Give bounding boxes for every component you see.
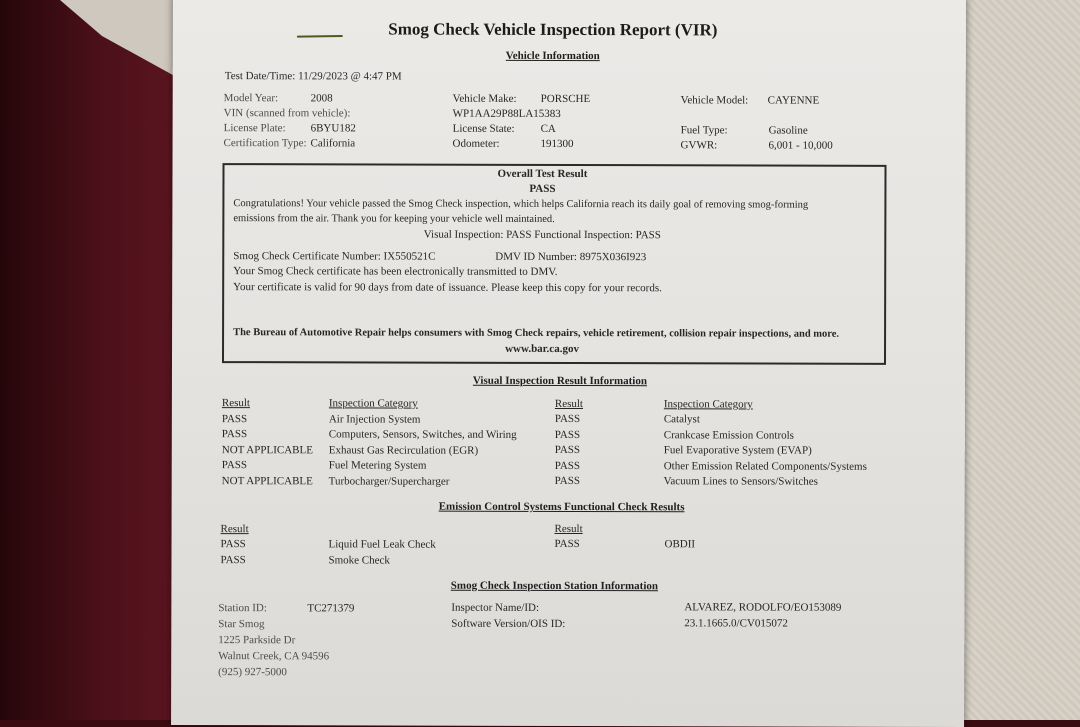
functional-left-result: PASS xyxy=(220,554,246,567)
model-year-value: 2008 xyxy=(310,92,333,105)
overall-result-heading: Overall Test Result xyxy=(497,167,588,181)
inspector-label: Inspector Name/ID: xyxy=(451,601,540,614)
station-address-line1: 1225 Parkside Dr xyxy=(218,634,296,647)
license-state-value: CA xyxy=(540,122,556,135)
inspection-summary: Visual Inspection: PASS Functional Inspection: PASS xyxy=(423,228,661,242)
station-id-label: Station ID: xyxy=(218,602,267,615)
software-label: Software Version/OIS ID: xyxy=(451,617,566,630)
overall-result-value: PASS xyxy=(529,182,556,195)
functional-result-header-left: Result xyxy=(220,523,249,536)
fuel-type-label: Fuel Type: xyxy=(680,124,728,137)
visual-left-category: Turbocharger/Supercharger xyxy=(328,475,450,488)
cert-type-label: Certification Type: xyxy=(223,137,307,150)
functional-left-category: Smoke Check xyxy=(328,554,390,567)
report-title: Smog Check Vehicle Inspection Report (VIR) xyxy=(388,19,718,40)
station-info-heading: Smog Check Inspection Station Information xyxy=(450,579,659,593)
functional-right-category: OBDII xyxy=(664,538,696,551)
bar-url: www.bar.ca.gov xyxy=(505,342,579,356)
visual-left-result: PASS xyxy=(221,413,248,426)
visual-left-result: PASS xyxy=(221,428,248,441)
functional-left-result: PASS xyxy=(220,538,246,551)
visual-right-category: Fuel Evaporative System (EVAP) xyxy=(663,444,812,457)
vehicle-model-value: CAYENNE xyxy=(767,94,820,107)
congrats-text-line1: Congratulations! Your vehicle passed the Smog Check inspection, which helps California reach its daily goal of removing smog-forming xyxy=(233,198,809,211)
fuel-type-value: Gasoline xyxy=(768,124,808,137)
visual-right-result: PASS xyxy=(554,459,581,473)
vehicle-model-label: Vehicle Model: xyxy=(680,94,749,107)
visual-result-header-left: Result xyxy=(221,397,251,410)
vir-document-page xyxy=(171,0,966,727)
congrats-text-line2: emissions from the air. Thank you for keeping your vehicle well maintained. xyxy=(233,213,555,225)
transmitted-note: Your Smog Check certificate has been electronically transmitted to DMV. xyxy=(233,265,558,278)
visual-left-category: Fuel Metering System xyxy=(328,459,427,472)
gvwr-value: 6,001 - 10,000 xyxy=(768,139,833,152)
pen-mark xyxy=(297,35,343,38)
bar-info-line: The Bureau of Automotive Repair helps consumers with Smog Check repairs, vehicle retirement, collision repair inspections, and more. xyxy=(233,327,840,340)
cert-type-value: California xyxy=(310,137,356,150)
visual-inspection-heading: Visual Inspection Result Information xyxy=(472,374,648,388)
odometer-value: 191300 xyxy=(540,137,574,151)
visual-result-header-right: Result xyxy=(554,397,584,411)
visual-right-category: Vacuum Lines to Sensors/Switches xyxy=(663,475,818,488)
visual-left-category: Air Injection System xyxy=(328,413,421,426)
certificate-number: Smog Check Certificate Number: IX550521C xyxy=(233,250,436,263)
station-phone: (925) 927-5000 xyxy=(218,666,287,679)
visual-right-category: Catalyst xyxy=(663,413,700,426)
functional-result-header-right: Result xyxy=(554,522,583,536)
visual-right-result: PASS xyxy=(554,474,580,488)
functional-left-category: Liquid Fuel Leak Check xyxy=(328,538,436,551)
visual-left-category: Exhaust Gas Recirculation (EGR) xyxy=(328,444,479,457)
visual-left-result: NOT APPLICABLE xyxy=(221,475,313,488)
visual-left-result: NOT APPLICABLE xyxy=(221,444,313,457)
functional-right-result: PASS xyxy=(554,537,580,551)
background-dark-fabric xyxy=(0,0,175,720)
visual-left-category: Computers, Sensors, Switches, and Wiring xyxy=(328,428,517,441)
visual-right-category: Other Emission Related Components/Systems xyxy=(663,460,867,473)
dmv-id-number: DMV ID Number: 8975X036I923 xyxy=(495,250,647,264)
model-year-label: Model Year: xyxy=(223,92,279,105)
visual-right-category: Crankcase Emission Controls xyxy=(663,429,794,442)
license-state-label: License State: xyxy=(452,122,515,135)
station-name: Star Smog xyxy=(218,618,265,631)
test-datetime: Test Date/Time: 11/29/2023 @ 4:47 PM xyxy=(224,70,402,83)
vehicle-info-heading: Vehicle Information xyxy=(505,49,600,63)
validity-note: Your certificate is valid for 90 days from date of issuance. Please keep this copy for your records. xyxy=(233,281,662,295)
vehicle-make-label: Vehicle Make: xyxy=(452,92,517,105)
visual-category-header-left: Inspection Category xyxy=(328,397,418,410)
vin-label: VIN (scanned from vehicle): xyxy=(223,107,351,120)
license-plate-label: License Plate: xyxy=(223,122,286,135)
station-address-line2: Walnut Creek, CA 94596 xyxy=(218,650,330,663)
license-plate-value: 6BYU182 xyxy=(310,122,356,135)
vehicle-make-value: PORSCHE xyxy=(540,92,591,106)
visual-category-header-right: Inspection Category xyxy=(663,398,753,411)
gvwr-label: GVWR: xyxy=(680,139,718,152)
software-value: 23.1.1665.0/CV015072 xyxy=(684,617,788,630)
visual-right-result: PASS xyxy=(554,443,581,457)
functional-check-heading: Emission Control Systems Functional Check Results xyxy=(438,500,685,514)
station-id-value: TC271379 xyxy=(307,602,355,615)
odometer-label: Odometer: xyxy=(452,137,500,150)
inspector-value: ALVAREZ, RODOLFO/EO153089 xyxy=(684,601,842,614)
visual-right-result: PASS xyxy=(554,412,581,426)
vin-value: WP1AA29P88LA15383 xyxy=(452,107,561,120)
visual-right-result: PASS xyxy=(554,428,581,442)
visual-left-result: PASS xyxy=(221,459,248,472)
